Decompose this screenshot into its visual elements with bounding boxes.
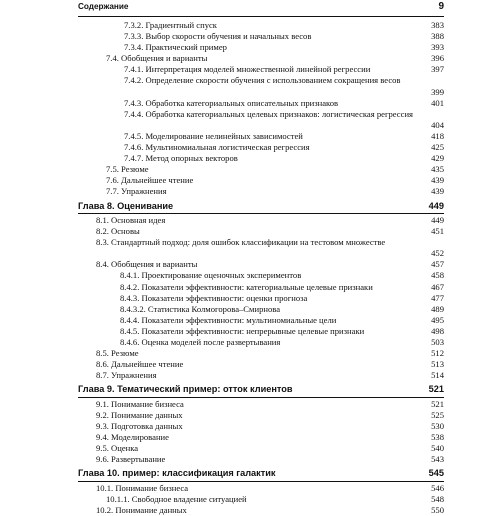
- toc-entry-page: 525: [431, 410, 444, 420]
- toc-entry[interactable]: [78, 153, 444, 164]
- toc-entry[interactable]: [78, 142, 444, 153]
- table-of-contents: [78, 20, 444, 516]
- toc-entry-page: 503: [431, 337, 444, 348]
- toc-entry-page: 425: [431, 142, 444, 153]
- toc-entry-title: 8.4.3. Показатели эффективности: оценки прогноза: [120, 292, 308, 303]
- toc-entry-title: 10.2. Понимание данных: [96, 505, 187, 516]
- toc-entry[interactable]: [78, 270, 444, 281]
- toc-entry-page: 418: [431, 130, 444, 141]
- toc-entry[interactable]: [78, 399, 444, 410]
- toc-entry[interactable]: [78, 259, 444, 270]
- toc-entry-page: 530: [431, 421, 444, 432]
- toc-entry-page: 548: [431, 494, 444, 505]
- toc-entry-title: 8.4.4. Показатели эффективности: мультиномиальные цели: [120, 314, 337, 325]
- toc-chapter-heading[interactable]: [78, 467, 444, 482]
- toc-entry-title: 8.4.2. Показатели эффективности: категориальные целевые признаки: [120, 281, 373, 292]
- toc-entry-title: 7.4.4. Обработка категориальных целевых признаков: логистическая регрессия: [124, 108, 413, 119]
- toc-entry-title: 7.4.5. Моделирование нелинейных зависимостей: [124, 130, 303, 141]
- toc-entry-title: 8.4.3.2. Статистика Колмогорова–Смирнова: [120, 303, 281, 314]
- toc-entry[interactable]: [78, 410, 444, 421]
- toc-entry-page: 397: [431, 64, 444, 75]
- toc-entry[interactable]: [78, 31, 444, 42]
- toc-entry-page: 546: [431, 482, 444, 493]
- toc-entry[interactable]: [78, 53, 444, 64]
- toc-entry[interactable]: [78, 337, 444, 348]
- toc-entry[interactable]: [78, 75, 444, 97]
- toc-entry[interactable]: [78, 282, 444, 293]
- chapter-page: 521: [428, 384, 444, 395]
- toc-entry[interactable]: [78, 326, 444, 337]
- chapter-page: 449: [428, 200, 444, 211]
- toc-entry-title: 8.4.5. Показатели эффективности: непрерывные целевые признаки: [120, 325, 365, 336]
- toc-entry-title: 9.5. Оценка: [96, 443, 139, 454]
- toc-entry[interactable]: [78, 483, 444, 494]
- toc-entry-title: 7.5. Резюме: [106, 164, 149, 175]
- toc-chapter-heading[interactable]: [78, 383, 444, 398]
- toc-entry-page: 467: [431, 281, 444, 292]
- toc-entry[interactable]: [78, 421, 444, 432]
- toc-entry-page: 514: [431, 370, 444, 381]
- toc-entry[interactable]: [78, 293, 444, 304]
- toc-entry-title: 7.6. Дальнейшее чтение: [106, 175, 194, 186]
- toc-entry-page: 512: [431, 348, 444, 359]
- toc-entry-page: 543: [431, 454, 444, 465]
- toc-entry-title: 8.7. Упражнения: [96, 370, 157, 381]
- page-header: [78, 2, 444, 17]
- toc-entry-title: 8.2. Основы: [96, 226, 140, 237]
- toc-entry[interactable]: [78, 175, 444, 186]
- toc-entry-page: 429: [431, 153, 444, 164]
- toc-entry[interactable]: [78, 348, 444, 359]
- toc-entry-title: 8.1. Основная идея: [96, 215, 166, 225]
- toc-entry-title: 10.1. Понимание бизнеса: [96, 482, 189, 493]
- toc-entry-page: 521: [431, 398, 444, 409]
- toc-entry[interactable]: [78, 131, 444, 142]
- toc-entry[interactable]: [78, 215, 444, 226]
- toc-entry-page: 477: [431, 292, 444, 303]
- toc-entry[interactable]: [78, 359, 444, 370]
- toc-entry-page: 388: [431, 31, 444, 42]
- toc-entry-title: 8.6. Дальнейшее чтение: [96, 359, 184, 370]
- toc-entry[interactable]: [78, 315, 444, 326]
- toc-chapter-heading[interactable]: [78, 200, 444, 215]
- toc-entry[interactable]: [78, 443, 444, 454]
- toc-entry[interactable]: [78, 304, 444, 315]
- toc-entry-title: 8.4.1. Проектирование оценочных экспериментов: [120, 270, 302, 281]
- toc-entry-title: 8.3. Стандартный подход: доля ошибок классификации на тестовом множестве: [96, 237, 386, 248]
- toc-entry-title: 7.3.4. Практический пример: [124, 42, 227, 53]
- toc-entry[interactable]: [78, 370, 444, 381]
- toc-entry-title: 9.4. Моделирование: [96, 432, 169, 443]
- toc-entry-page: 435: [431, 164, 444, 175]
- toc-entry[interactable]: [78, 454, 444, 465]
- toc-entry-title: 7.3.3. Выбор скорости обучения и начальных весов: [124, 31, 312, 42]
- toc-entry[interactable]: [78, 164, 444, 175]
- toc-entry[interactable]: [78, 237, 444, 259]
- toc-entry-title: 9.2. Понимание данных: [96, 410, 183, 420]
- toc-entry-title: 8.4.6. Оценка моделей после развертывания: [120, 337, 281, 348]
- toc-entry-title: 8.5. Резюме: [96, 348, 139, 359]
- chapter-title: Глава 9. Тематический пример: отток клиентов: [78, 384, 293, 395]
- running-title: Содержание: [78, 2, 129, 11]
- toc-entry-page: 383: [431, 20, 444, 30]
- toc-entry-page: 452: [431, 248, 444, 259]
- toc-entry-page: 396: [431, 53, 444, 64]
- toc-entry-page: 540: [431, 443, 444, 454]
- toc-entry-page: 451: [431, 226, 444, 237]
- toc-entry[interactable]: [78, 98, 444, 109]
- toc-entry-title: 10.1.1. Свободное владение ситуацией: [106, 494, 247, 505]
- toc-entry-page: 498: [431, 325, 444, 336]
- toc-entry-title: 7.4. Обобщения и варианты: [106, 53, 208, 64]
- toc-entry-title: 7.4.2. Определение скорости обучения с использованием сокращения весов: [124, 75, 401, 86]
- page-number: 9: [438, 1, 444, 12]
- toc-entry-page: 457: [431, 259, 444, 270]
- toc-entry-title: 7.7. Упражнения: [106, 186, 167, 197]
- toc-entry-title: 9.1. Понимание бизнеса: [96, 398, 184, 409]
- toc-entry-page: 399: [431, 86, 444, 97]
- toc-entry-page: 495: [431, 314, 444, 325]
- chapter-title: Глава 8. Оценивание: [78, 200, 174, 211]
- toc-entry[interactable]: [78, 20, 444, 31]
- toc-entry-title: 9.6. Развертывание: [96, 454, 166, 465]
- toc-entry-page: 538: [431, 432, 444, 443]
- chapter-title: Глава 10. пример: классификация галактик: [78, 468, 276, 479]
- toc-entry-page: 489: [431, 303, 444, 314]
- toc-entry[interactable]: [78, 64, 444, 75]
- toc-entry-page: 401: [431, 97, 444, 108]
- toc-entry-title: 7.4.3. Обработка категориальных описательных признаков: [124, 97, 339, 108]
- toc-entry-page: 550: [431, 505, 444, 516]
- toc-entry-page: 439: [431, 175, 444, 186]
- toc-entry[interactable]: [78, 109, 444, 131]
- toc-entry-page: 439: [431, 186, 444, 197]
- toc-entry-page: 404: [431, 119, 444, 130]
- toc-entry-page: 458: [431, 270, 444, 281]
- chapter-page: 545: [428, 468, 444, 479]
- toc-entry[interactable]: [78, 186, 444, 197]
- toc-entry-title: 7.4.6. Мультиномиальная логистическая регрессия: [124, 142, 310, 153]
- toc-entry-title: 9.3. Подготовка данных: [96, 421, 183, 432]
- toc-entry[interactable]: [78, 42, 444, 53]
- toc-entry-title: 7.3.2. Градиентный спуск: [124, 20, 217, 30]
- toc-entry-title: 8.4. Обобщения и варианты: [96, 259, 198, 270]
- toc-entry-title: 7.4.1. Интерпретация моделей множественной линейной регрессии: [124, 64, 371, 75]
- toc-entry-page: 393: [431, 42, 444, 53]
- toc-entry[interactable]: [78, 432, 444, 443]
- toc-entry[interactable]: [78, 226, 444, 237]
- toc-entry-page: 513: [431, 359, 444, 370]
- toc-entry-page: 449: [431, 215, 444, 225]
- toc-entry-title: 7.4.7. Метод опорных векторов: [124, 153, 238, 164]
- toc-entry[interactable]: [78, 505, 444, 516]
